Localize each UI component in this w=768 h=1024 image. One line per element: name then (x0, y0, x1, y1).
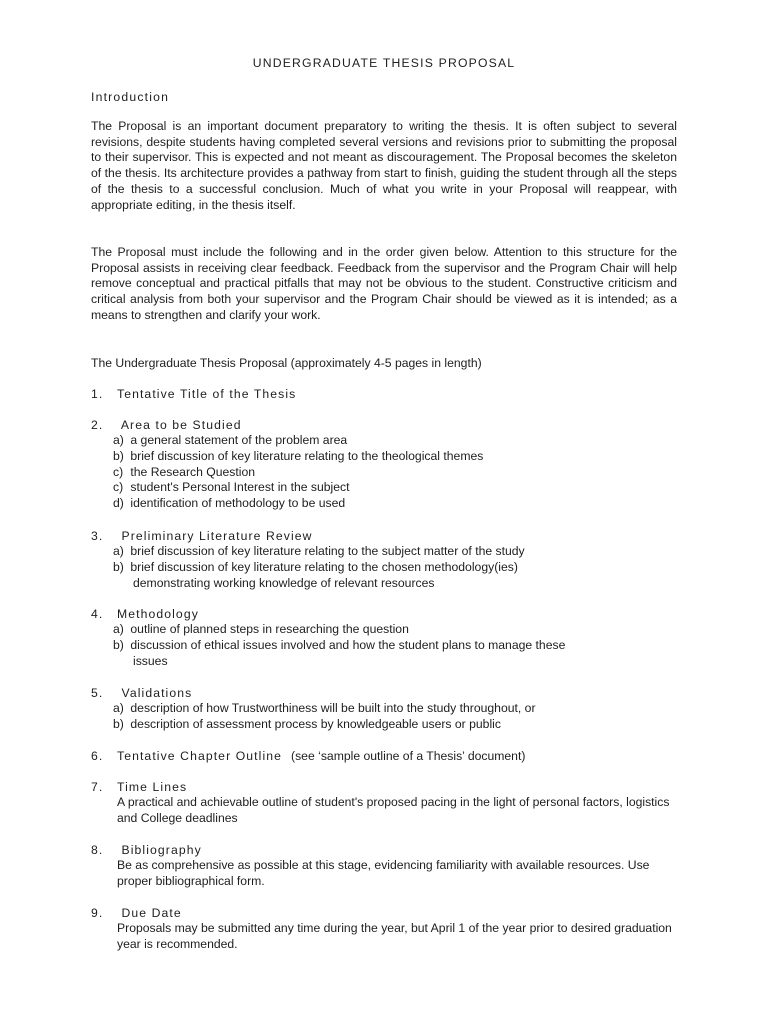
item-number: 7. (91, 780, 104, 794)
item-number: 6. (91, 749, 104, 763)
item-title: Time Lines (117, 780, 188, 794)
item-title: Preliminary Literature Review (121, 529, 313, 543)
item-number: 3. (91, 529, 104, 543)
list-item-5 (91, 685, 691, 733)
section-heading-introduction: Introduction (91, 90, 170, 104)
item-body-text: Be as comprehensive as possible at this stage, evidencing familiarity with available resources. Use proper bibliographical form. (117, 858, 650, 888)
sub-item: a) description of how Trustworthiness will be built into the study throughout, or (113, 701, 536, 715)
intro-paragraph-1: The Proposal is an important document preparatory to writing the thesis. It is often subject to several revisions, despite students having completed several versions and revisions prior to submitting the proposal to their supervisor. This is expected and not meant as discouragement. The Proposal becomes the skeleton of the thesis. Its architecture provides a pathway from start to finish, guiding the student through all the steps of the thesis to a successful conclusion. Much of what you write in your Proposal will reappear, with appropriate editing, in the thesis itself. (91, 119, 677, 212)
item-note: (see ‘sample outline of a Thesis’ document) (291, 749, 526, 763)
sub-item: d) identification of methodology to be used (113, 496, 346, 511)
list-item-3 (91, 528, 691, 591)
item-title: Area to be Studied (120, 418, 242, 432)
sub-item: b) brief discussion of key literature relating to the chosen methodology(ies) (113, 559, 518, 574)
list-item-7 (91, 779, 691, 827)
item-number: 8. (91, 843, 104, 857)
list-item-8 (91, 842, 691, 890)
sub-item: a) outline of planned steps in researching the question (113, 622, 409, 636)
sub-item: a) brief discussion of key literature relating to the subject matter of the study (113, 544, 525, 558)
item-body-text: A practical and achievable outline of student's proposed pacing in the light of personal factors, logistics and College deadlines (117, 795, 670, 825)
sub-item: b) description of assessment process by knowledgeable users or public (113, 716, 501, 731)
item-title: Methodology (117, 607, 199, 621)
sub-item: a) a general statement of the problem area (113, 433, 348, 447)
list-item-9 (91, 905, 691, 953)
list-intro: The Undergraduate Thesis Proposal (approximately 4-5 pages in length) (91, 356, 482, 370)
sub-item-continuation: demonstrating working knowledge of relevant resources (133, 575, 435, 590)
sub-item: b) brief discussion of key literature relating to the theological themes (113, 448, 484, 463)
intro-paragraph-2: The Proposal must include the following and in the order given below. Attention to this structure for the Proposal assists in receiving clear feedback. Feedback from the supervisor and the Program Chair will help remove conceptual and practical pitfalls that may not be obvious to the student. Constructive criticism and critical analysis from both your supervisor and the Program Chair should be viewed as it is intended; as a means to strengthen and clarify your work. (91, 245, 677, 322)
item-title: Tentative Chapter Outline (117, 749, 283, 763)
sub-item: c) the Research Question (113, 464, 256, 479)
item-number: 1. (91, 387, 104, 401)
sub-item-continuation: issues (133, 653, 168, 668)
sub-item: c) student's Personal Interest in the subject (113, 480, 350, 495)
list-item-2 (91, 417, 691, 512)
item-title: Bibliography (121, 843, 202, 857)
item-number: 9. (91, 906, 104, 920)
list-item-6 (91, 748, 691, 764)
item-number: 5. (91, 686, 104, 700)
item-title: Tentative Title of the Thesis (117, 387, 297, 401)
item-title: Due Date (121, 906, 182, 920)
item-title: Validations (121, 686, 193, 700)
item-number: 2. (91, 418, 104, 432)
sub-item: b) discussion of ethical issues involved and how the student plans to manage these (113, 637, 566, 652)
item-body-text: Proposals may be submitted any time during the year, but April 1 of the year prior to desired graduation year is recommended. (117, 921, 672, 951)
document-title: UNDERGRADUATE THESIS PROPOSAL (252, 56, 516, 70)
item-number: 4. (91, 607, 104, 621)
list-item-1 (91, 386, 691, 402)
list-item-4 (91, 606, 691, 669)
